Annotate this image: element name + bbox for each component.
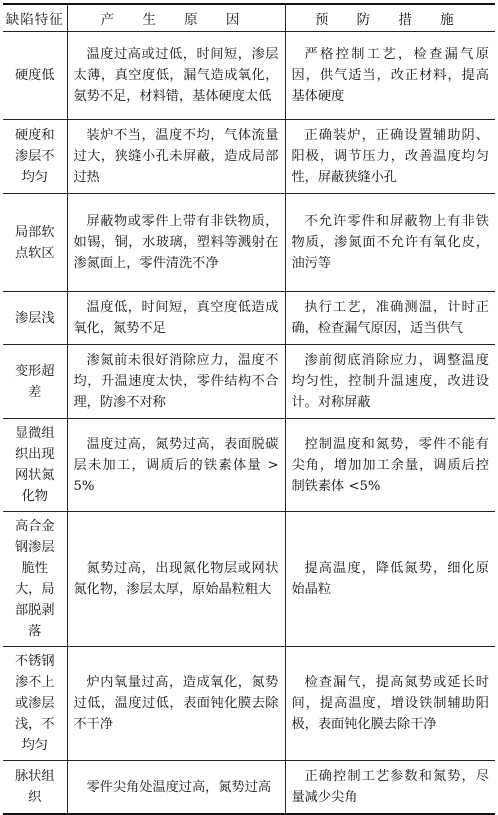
cell-feature: 变形超差: [3, 345, 67, 419]
table-row: [3, 194, 495, 292]
table-row: [3, 120, 495, 194]
header-feature: 缺陷特征: [3, 4, 67, 32]
cell-cause: 炉内氧量过高，造成氧化，氮势过低，温度过低，表面钝化膜去除不干净: [67, 647, 285, 761]
cell-prevention: 不允许零件和屏蔽物上有非铁物质，渗氮面不允许有氧化皮，油污等: [285, 194, 495, 292]
defect-table: [3, 3, 495, 815]
cell-prevention: 控制温度和氮势，零件不能有尖角，增加加工余量，调质后控制铁素体 <5%: [285, 419, 495, 512]
header-row: [3, 4, 495, 32]
cell-prevention: 渗前彻底消除应力，调整温度均匀性，控制升温速度，改进设计。对称屏蔽: [285, 345, 495, 419]
cell-prevention: 执行工艺，准确测温，计时正确，检查漏气原因，适当供气: [285, 292, 495, 345]
cell-cause: 温度过高或过低，时间短，渗层太薄，真空度低，漏气造成氧化，氨势不足，材料错，基体硬度太低: [67, 32, 285, 120]
cell-feature: 脉状组织: [3, 761, 67, 815]
header-cause: 产 生 原 因: [67, 4, 285, 32]
header-prevention: 预 防 措 施: [285, 4, 495, 32]
table-row: [3, 32, 495, 120]
cell-cause: 零件尖角处温度过高，氮势过高: [67, 761, 285, 815]
cell-cause: 温度过高，氮势过高，表面脱碳层未加工，调质后的铁素体量 >5%: [67, 419, 285, 512]
cell-prevention: 严格控制工艺，检查漏气原因，供气适当，改正材料，提高基体硬度: [285, 32, 495, 120]
cell-prevention: 正确装炉，正确设置辅助阴、阳极，调节压力，改善温度均匀性，屏蔽狭缝小孔: [285, 120, 495, 194]
cell-feature: 渗层浅: [3, 292, 67, 345]
cell-cause: 屏蔽物或零件上带有非铁物质，如锡，铜，水玻璃，塑料等溅射在渗氮面上，零件清洗不净: [67, 194, 285, 292]
table-row: [3, 761, 495, 815]
cell-feature: 显微组织出现网状氮化物: [3, 419, 67, 512]
cell-cause: 装炉不当，温度不均，气体流量过大，狭缝小孔未屏蔽，造成局部过热: [67, 120, 285, 194]
table-row: [3, 292, 495, 345]
table-row: [3, 512, 495, 647]
cell-prevention: 正确控制工艺参数和氮势，尽量减少尖角: [285, 761, 495, 815]
cell-cause: 渗氮前未很好消除应力，温度不均，升温速度太快，零件结构不合理，防渗不对称: [67, 345, 285, 419]
cell-feature: 高合金钢渗层脆性大，局部脱剥落: [3, 512, 67, 647]
cell-feature: 硬度低: [3, 32, 67, 120]
table-row: [3, 419, 495, 512]
cell-cause: 温度低，时间短，真空度低造成氧化，氮势不足: [67, 292, 285, 345]
table-row: [3, 345, 495, 419]
cell-prevention: 提高温度，降低氮势，细化原始晶粒: [285, 512, 495, 647]
cell-feature: 硬度和渗层不均匀: [3, 120, 67, 194]
cell-feature: 不锈钢渗不上或渗层浅，不均匀: [3, 647, 67, 761]
cell-prevention: 检查漏气，提高氮势或延长时间，提高温度，增设铁制辅助阳极，表面钝化膜去除干净: [285, 647, 495, 761]
table-row: [3, 647, 495, 761]
cell-cause: 氮势过高，出现氮化物层或网状氮化物，渗层太厚，原始晶粒粗大: [67, 512, 285, 647]
cell-feature: 局部软点软区: [3, 194, 67, 292]
